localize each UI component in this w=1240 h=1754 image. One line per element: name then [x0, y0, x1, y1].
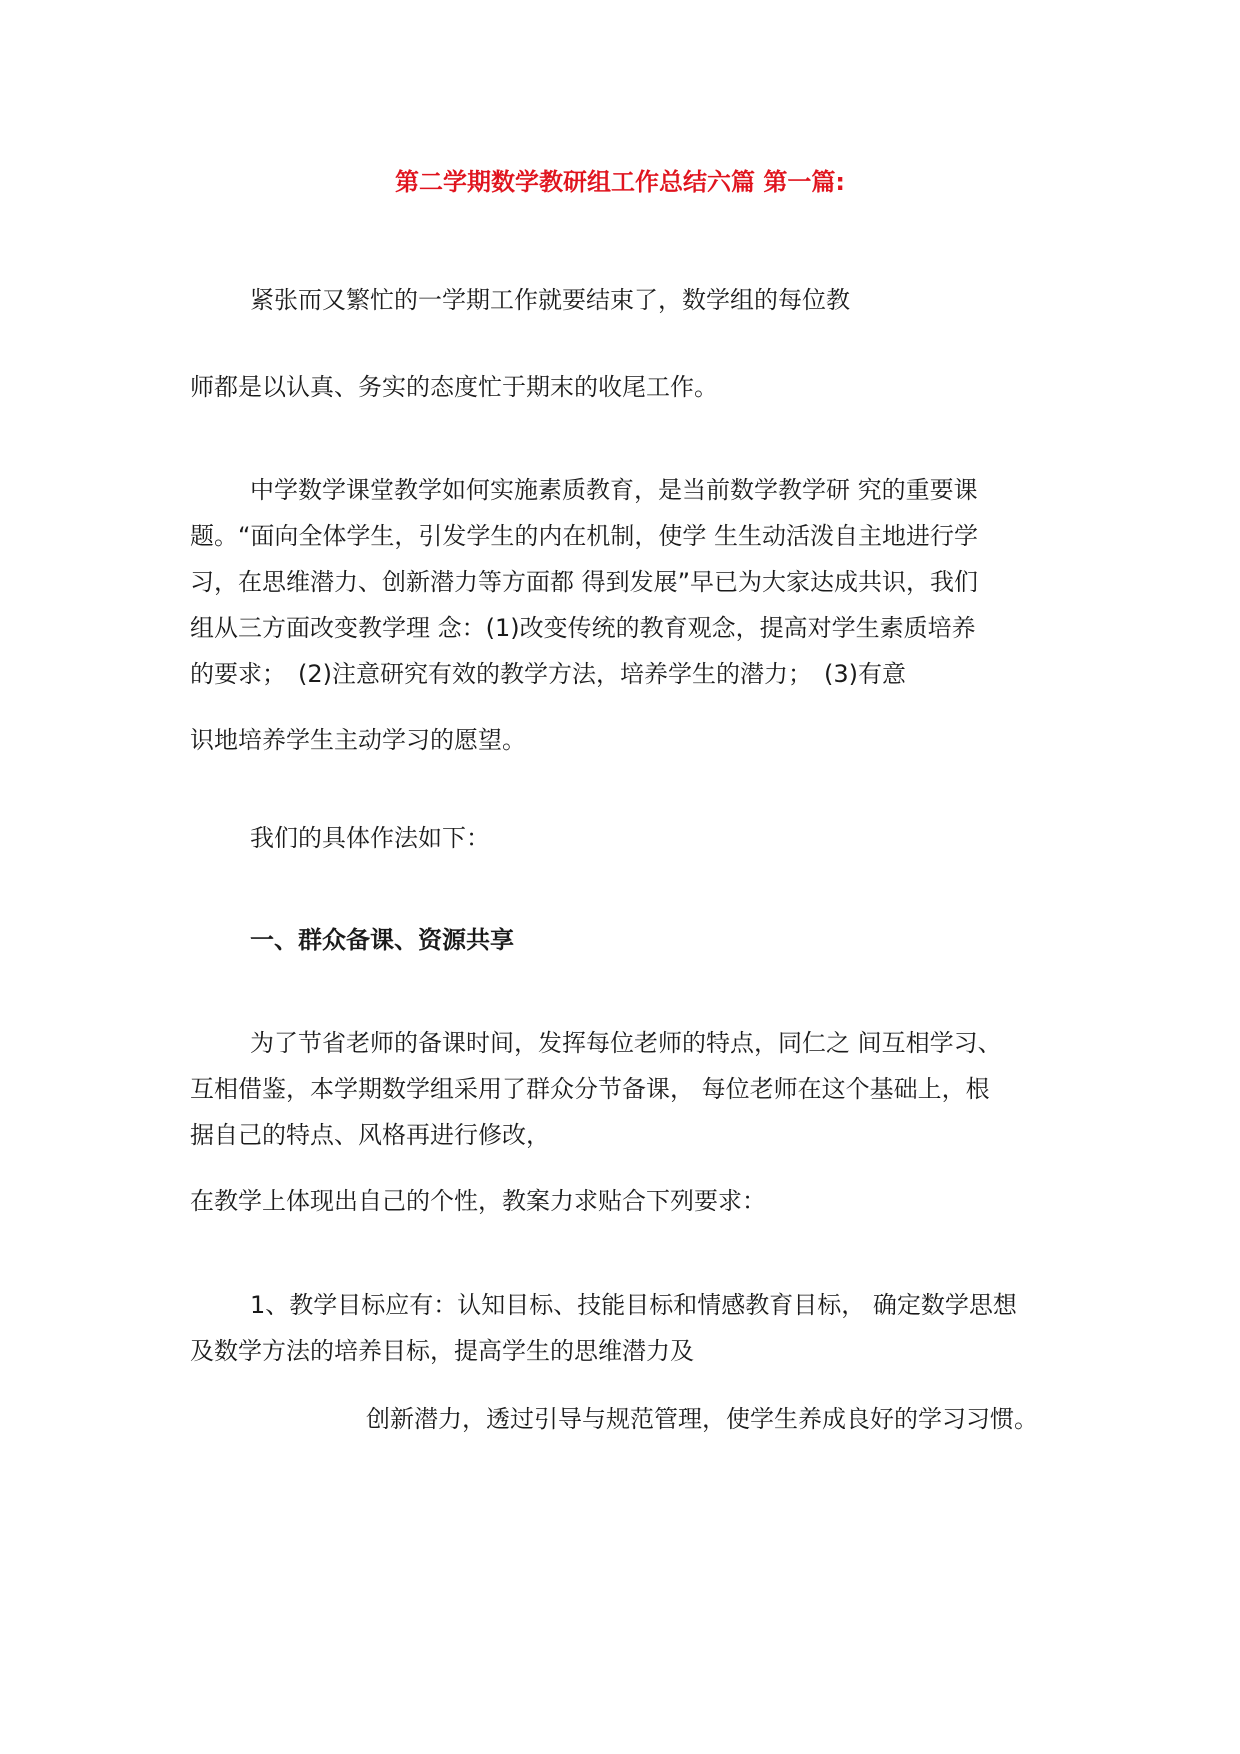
paragraph-line: 在教学上体现出自己的个性，教案力求贴合下列要求：	[190, 1187, 766, 1215]
paragraph-line: 师都是以认真、务实的态度忙于期末的收尾工作。	[190, 373, 718, 401]
section-heading: 一、群众备课、资源共享	[250, 926, 514, 954]
paragraph-line: 的要求； (2)注意研究有效的教学方法，培养学生的潜力； (3)有意	[190, 660, 906, 688]
paragraph-line: 我们的具体作法如下：	[250, 824, 490, 852]
document-title: 第二学期数学教研组工作总结六篇 第一篇:	[395, 168, 845, 196]
paragraph-line: 习，在思维潜力、创新潜力等方面都 得到发展”早已为大家达成共识，我们	[190, 568, 979, 596]
paragraph-line: 题。“面向全体学生，引发学生的内在机制，使学 生生动活泼自主地进行学	[190, 522, 979, 550]
paragraph-line: 组从三方面改变教学理 念：(1)改变传统的教育观念，提高对学生素质培养	[190, 614, 976, 642]
paragraph-line: 为了节省老师的备课时间，发挥每位老师的特点，同仁之 间互相学习、	[250, 1029, 1002, 1057]
paragraph-line: 据自己的特点、风格再进行修改，	[190, 1121, 550, 1149]
paragraph-line: 及数学方法的培养目标，提高学生的思维潜力及	[190, 1337, 694, 1365]
paragraph-line: 识地培养学生主动学习的愿望。	[190, 726, 526, 754]
paragraph-line: 紧张而又繁忙的一学期工作就要结束了，数学组的每位教	[250, 286, 850, 314]
paragraph-line: 创新潜力，透过引导与规范管理，使学生养成良好的学习习惯。	[366, 1405, 1038, 1433]
paragraph-line: 中学数学课堂教学如何实施素质教育，是当前数学教学研 究的重要课	[250, 476, 978, 504]
paragraph-line: 互相借鉴，本学期数学组采用了群众分节备课， 每位老师在这个基础上，根	[190, 1075, 990, 1103]
paragraph-line: 1、教学目标应有：认知目标、技能目标和情感教育目标， 确定数学思想	[250, 1291, 1017, 1319]
